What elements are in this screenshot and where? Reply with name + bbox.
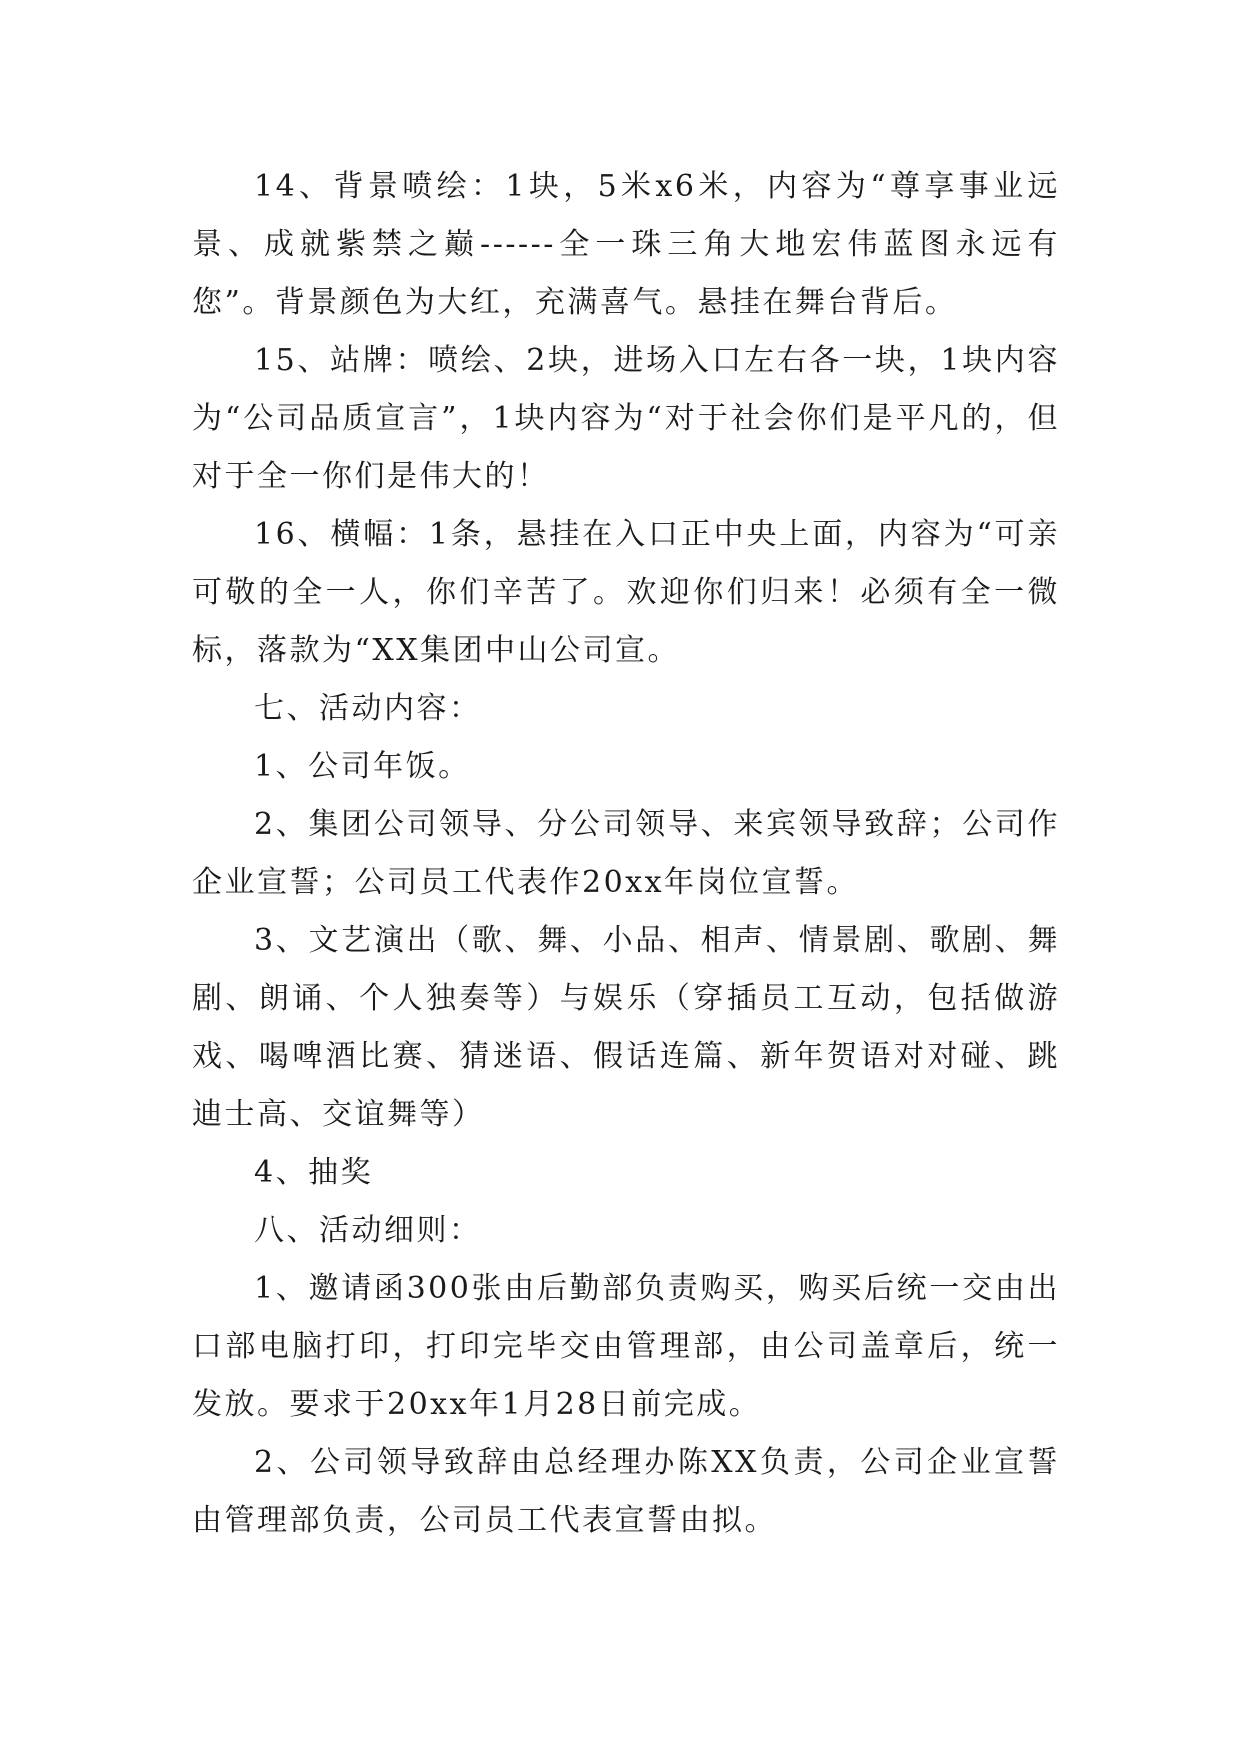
section-heading-activity-rules: 八、活动细则： [254, 1213, 482, 1248]
section-heading-activity-content: 七、活动内容： [254, 691, 482, 726]
paragraph-item-14: 14、背景喷绘：1块，5米x6米，内容为“尊享事业远景、成就紫禁之巅------全一珠三角大地宏伟蓝图永远有您”。背景颜色为大红，充满喜气。悬挂在舞台背后。 [192, 169, 1060, 320]
activity-item-3: 3、文艺演出（歌、舞、小品、相声、情景剧、歌剧、舞剧、朗诵、个人独奏等）与娱乐（穿插员工互动，包括做游戏、喝啤酒比赛、猜迷语、假话连篇、新年贺语对对碰、跳迪士高、交谊舞等） [192, 923, 1060, 1132]
rule-item-2: 2、公司领导致辞由总经理办陈XX负责，公司企业宣誓由管理部负责，公司员工代表宣誓由拟。 [192, 1445, 1060, 1538]
document-body [192, 158, 1060, 1550]
paragraph-item-16: 16、横幅：1条，悬挂在入口正中央上面，内容为“可亲可敬的全一人，你们辛苦了。欢迎你们归来！必须有全一微标，落款为“XX集团中山公司宣。 [192, 517, 1060, 668]
activity-item-2: 2、集团公司领导、分公司领导、来宾领导致辞；公司作企业宣誓；公司员工代表作20xx年岗位宣誓。 [192, 807, 1060, 900]
activity-item-4: 4、抽奖 [254, 1155, 374, 1190]
paragraph-item-15: 15、站牌：喷绘、2块，进场入口左右各一块，1块内容为“公司品质宣言”，1块内容为“对于社会你们是平凡的，但对于全一你们是伟大的！ [192, 343, 1060, 494]
activity-item-1: 1、公司年饭。 [254, 749, 471, 784]
rule-item-1: 1、邀请函300张由后勤部负责购买，购买后统一交由出口部电脑打印，打印完毕交由管理部，由公司盖章后，统一发放。要求于20xx年1月28日前完成。 [192, 1271, 1060, 1422]
